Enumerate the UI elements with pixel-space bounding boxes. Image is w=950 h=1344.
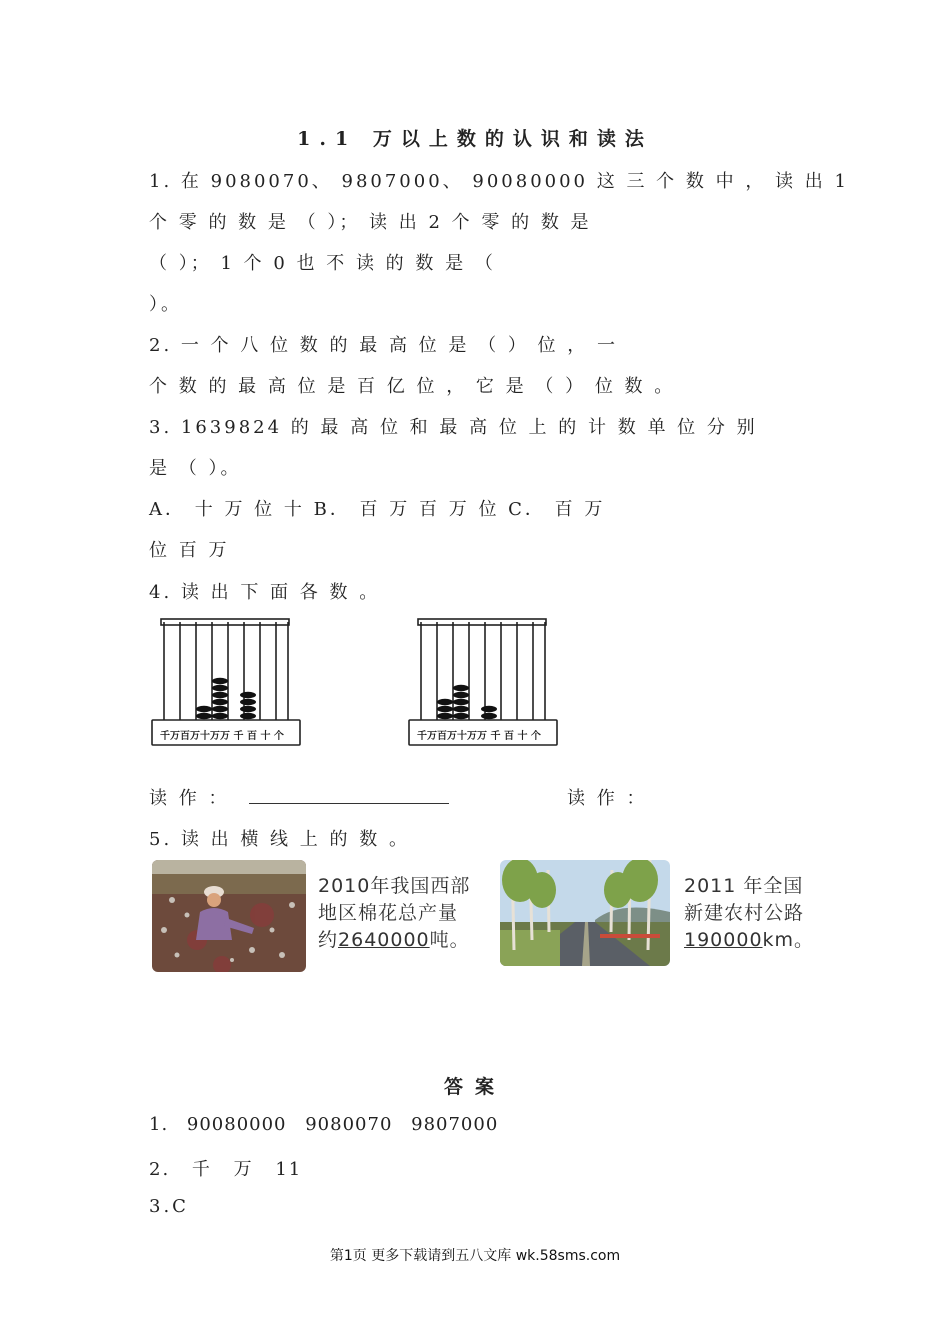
q2-line2: 个 数 的 最 高 位 是 百 亿 位 ， 它 是 （ ） 位 数 。: [149, 376, 676, 397]
page-footer: 第1页 更多下载请到五八文库 wk.58sms.com: [329, 1248, 621, 1264]
photo1-caption-line2: 地区棉花总产量: [318, 902, 459, 924]
photo2-caption-line3: [684, 927, 814, 954]
cotton-photo: [152, 860, 306, 972]
photo1-caption: [318, 873, 488, 954]
read-label-1: 读 作 ：: [149, 788, 230, 809]
photo2-caption-line1: 2011 年全国: [684, 875, 804, 897]
q2-line1: 2. 一 个 八 位 数 的 最 高 位 是 （ ） 位 ， 一: [149, 335, 618, 356]
abacus-2-label: 千万百万十万万 千 百 十 个: [417, 731, 541, 742]
read-label-2: 读 作 ：: [567, 788, 648, 809]
answers-title: 答案: [443, 1076, 506, 1098]
photo1-caption-line1: 2010年我国西部: [318, 875, 471, 897]
q3-line1: 3. 1639824 的 最 高 位 和 最 高 位 上 的 计 数 单 位 分 别: [149, 417, 758, 438]
answer-1: 1. 90080000 9080070 9807000: [149, 1114, 499, 1135]
q1-line4: ）。: [149, 294, 182, 315]
q3-line2: 是 （ ）。: [149, 458, 242, 479]
road-photo-image: [500, 860, 670, 966]
q5-line: 5. 读 出 横 线 上 的 数 。: [149, 829, 410, 850]
photo2-caption: [684, 873, 814, 954]
q3-options-line1: A． 十 万 位 十 B． 百 万 百 万 位 C． 百 万: [149, 499, 606, 520]
answer-2: 2. 千 万 11: [149, 1159, 303, 1180]
q4-line: 4. 读 出 下 面 各 数 。: [149, 582, 381, 603]
photo2-number: 190000: [684, 929, 763, 951]
photo2-suffix: km。: [762, 929, 815, 951]
photo1-suffix: 吨。: [429, 929, 470, 951]
q1-line1: 1. 在 9080070、 9807000、 90080000 这 三 个 数 中 ， 读 出 1: [149, 171, 849, 192]
road-photo: [500, 860, 670, 966]
answer-3: 3.C: [149, 1196, 189, 1217]
photo1-number: 2640000: [338, 929, 430, 951]
photo1-caption-line3: [318, 927, 488, 954]
page-title: 1.1 万以上数的认识和读法: [297, 128, 653, 150]
read-answer-line-1[interactable]: [249, 803, 449, 804]
cotton-photo-image: [152, 860, 306, 972]
abacus-1: [150, 614, 302, 748]
abacus-2: [407, 614, 559, 748]
photo1-prefix: 约: [318, 929, 339, 951]
abacus-1-label: 千万百万十万万 千 百 十 个: [160, 731, 284, 742]
q1-line3: （ ）； 1 个 0 也 不 读 的 数 是 （: [149, 253, 496, 274]
q3-options-line2: 位 百 万: [149, 540, 230, 561]
q1-line2: 个 零 的 数 是 （ ）； 读 出 2 个 零 的 数 是: [149, 212, 592, 233]
photo2-caption-line2: 新建农村公路: [684, 902, 805, 924]
